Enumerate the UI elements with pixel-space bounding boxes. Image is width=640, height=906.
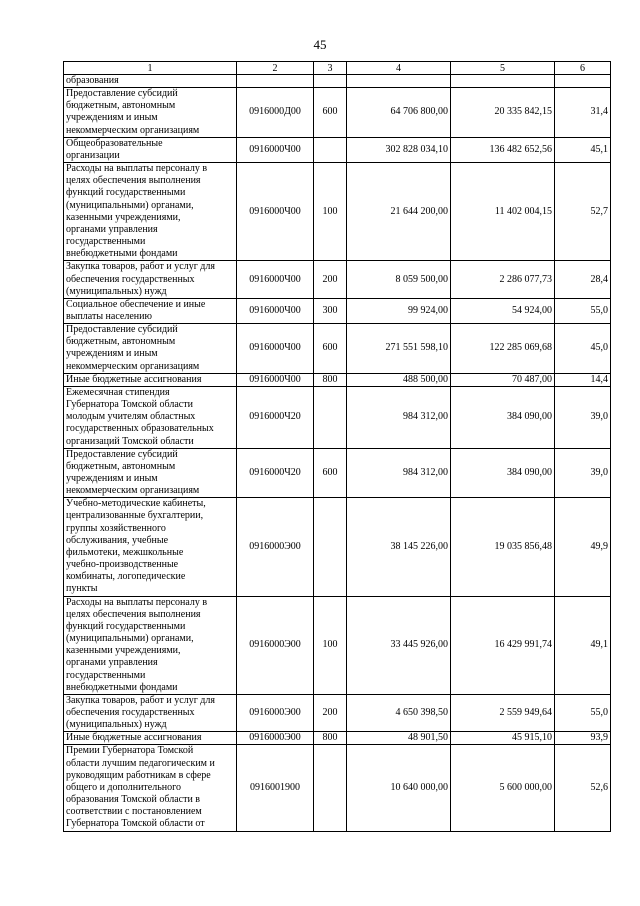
header-col-1: 1 <box>64 62 237 75</box>
cell-percent <box>555 75 611 88</box>
cell-expense-type: 100 <box>314 596 347 694</box>
table-row <box>64 298 611 323</box>
table-row <box>64 694 611 731</box>
cell-expense-name: Общеобразовательные организации <box>64 137 237 162</box>
cell-planned-amount: 99 924,00 <box>347 298 451 323</box>
cell-target-code: 0916000Э00 <box>237 694 314 731</box>
cell-target-code: 0916000Ч00 <box>237 137 314 162</box>
cell-planned-amount: 21 644 200,00 <box>347 163 451 261</box>
cell-percent: 55,0 <box>555 298 611 323</box>
cell-target-code: 0916000Ч20 <box>237 386 314 448</box>
cell-expense-type: 600 <box>314 88 347 138</box>
cell-planned-amount: 64 706 800,00 <box>347 88 451 138</box>
cell-expense-name: Закупка товаров, работ и услуг для обеспечения государственных (муниципальных) нужд <box>64 694 237 731</box>
cell-expense-name: Ежемесячная стипендия Губернатора Томской области молодым учителям областных государственных образовательных организаций Томской области <box>64 386 237 448</box>
table-row <box>64 373 611 386</box>
cell-expense-name: Расходы на выплаты персоналу в целях обеспечения выполнения функций государственными (муниципальными) органами, казенными учреждениями, органами управления государственными внебюджетными фондами <box>64 596 237 694</box>
cell-target-code: 0916000Д00 <box>237 88 314 138</box>
cell-percent: 52,6 <box>555 745 611 831</box>
cell-expense-type <box>314 386 347 448</box>
cell-planned-amount: 488 500,00 <box>347 373 451 386</box>
cell-executed-amount: 2 559 949,64 <box>451 694 555 731</box>
table-row <box>64 75 611 88</box>
cell-expense-type: 800 <box>314 732 347 745</box>
cell-executed-amount: 70 487,00 <box>451 373 555 386</box>
cell-percent: 31,4 <box>555 88 611 138</box>
cell-expense-name: Учебно-методические кабинеты, централизованные бухгалтерии, группы хозяйственного обслуживания, учебные фильмотеки, межшкольные учебно-производственные комбинаты, логопедические пункты <box>64 498 237 596</box>
cell-percent: 49,9 <box>555 498 611 596</box>
table-row <box>64 498 611 596</box>
cell-expense-name: Закупка товаров, работ и услуг для обеспечения государственных (муниципальных) нужд <box>64 261 237 298</box>
cell-expense-type <box>314 498 347 596</box>
cell-executed-amount: 11 402 004,15 <box>451 163 555 261</box>
cell-percent: 39,0 <box>555 386 611 448</box>
cell-planned-amount: 302 828 034,10 <box>347 137 451 162</box>
header-col-6: 6 <box>555 62 611 75</box>
cell-planned-amount: 984 312,00 <box>347 448 451 498</box>
table-row <box>64 88 611 138</box>
table-row <box>64 596 611 694</box>
cell-expense-type <box>314 745 347 831</box>
cell-expense-name: Предоставление субсидий бюджетным, автономным учреждениям и иным некоммерческим организациям <box>64 448 237 498</box>
cell-target-code: 0916000Э00 <box>237 596 314 694</box>
cell-expense-name: Расходы на выплаты персоналу в целях обеспечения выполнения функций государственными (муниципальными) органами, казенными учреждениями, органами управления государственными внебюджетными фондами <box>64 163 237 261</box>
cell-executed-amount: 5 600 000,00 <box>451 745 555 831</box>
table-header-row <box>64 62 611 75</box>
cell-target-code: 0916000Ч00 <box>237 373 314 386</box>
cell-expense-type <box>314 75 347 88</box>
cell-percent: 55,0 <box>555 694 611 731</box>
cell-executed-amount: 20 335 842,15 <box>451 88 555 138</box>
cell-executed-amount: 384 090,00 <box>451 448 555 498</box>
cell-planned-amount: 8 059 500,00 <box>347 261 451 298</box>
cell-target-code: 0916000Ч00 <box>237 261 314 298</box>
header-col-4: 4 <box>347 62 451 75</box>
cell-target-code: 0916000Э00 <box>237 732 314 745</box>
cell-expense-type: 300 <box>314 298 347 323</box>
cell-executed-amount: 16 429 991,74 <box>451 596 555 694</box>
cell-expense-type: 800 <box>314 373 347 386</box>
cell-executed-amount: 136 482 652,56 <box>451 137 555 162</box>
cell-executed-amount: 54 924,00 <box>451 298 555 323</box>
cell-executed-amount: 45 915,10 <box>451 732 555 745</box>
table-row <box>64 163 611 261</box>
table-row <box>64 137 611 162</box>
cell-percent: 52,7 <box>555 163 611 261</box>
cell-expense-type: 600 <box>314 448 347 498</box>
cell-expense-name: Премии Губернатора Томской области лучшим педагогическим и руководящим работникам в сфере общего и дополнительного образования Томской области в соответствии с постановлением Губернатора Томской области от <box>64 745 237 831</box>
cell-expense-type <box>314 137 347 162</box>
cell-percent: 28,4 <box>555 261 611 298</box>
cell-expense-type: 200 <box>314 261 347 298</box>
cell-expense-type: 100 <box>314 163 347 261</box>
cell-expense-name: Иные бюджетные ассигнования <box>64 373 237 386</box>
cell-percent: 93,9 <box>555 732 611 745</box>
cell-expense-name: Предоставление субсидий бюджетным, автономным учреждениям и иным некоммерческим организациям <box>64 88 237 138</box>
header-col-2: 2 <box>237 62 314 75</box>
cell-target-code: 0916001900 <box>237 745 314 831</box>
cell-expense-name: образования <box>64 75 237 88</box>
cell-planned-amount: 984 312,00 <box>347 386 451 448</box>
budget-table <box>63 61 611 832</box>
cell-percent: 45,1 <box>555 137 611 162</box>
cell-executed-amount: 384 090,00 <box>451 386 555 448</box>
cell-percent: 14,4 <box>555 373 611 386</box>
table-row <box>64 745 611 831</box>
cell-target-code: 0916000Ч00 <box>237 163 314 261</box>
table-row <box>64 448 611 498</box>
cell-executed-amount: 19 035 856,48 <box>451 498 555 596</box>
cell-target-code <box>237 75 314 88</box>
cell-percent: 39,0 <box>555 448 611 498</box>
cell-planned-amount: 38 145 226,00 <box>347 498 451 596</box>
cell-executed-amount <box>451 75 555 88</box>
cell-planned-amount: 48 901,50 <box>347 732 451 745</box>
page-number: 45 <box>313 37 327 52</box>
cell-expense-name: Социальное обеспечение и иные выплаты населению <box>64 298 237 323</box>
cell-planned-amount: 271 551 598,10 <box>347 324 451 374</box>
cell-expense-name: Иные бюджетные ассигнования <box>64 732 237 745</box>
table-row <box>64 732 611 745</box>
cell-planned-amount <box>347 75 451 88</box>
cell-planned-amount: 33 445 926,00 <box>347 596 451 694</box>
table-row <box>64 386 611 448</box>
cell-expense-type: 200 <box>314 694 347 731</box>
header-col-5: 5 <box>451 62 555 75</box>
cell-percent: 49,1 <box>555 596 611 694</box>
cell-target-code: 0916000Ч20 <box>237 448 314 498</box>
cell-executed-amount: 122 285 069,68 <box>451 324 555 374</box>
cell-target-code: 0916000Ч00 <box>237 324 314 374</box>
cell-planned-amount: 10 640 000,00 <box>347 745 451 831</box>
cell-target-code: 0916000Э00 <box>237 498 314 596</box>
table-row <box>64 261 611 298</box>
cell-expense-name: Предоставление субсидий бюджетным, автономным учреждениям и иным некоммерческим организациям <box>64 324 237 374</box>
cell-executed-amount: 2 286 077,73 <box>451 261 555 298</box>
cell-target-code: 0916000Ч00 <box>237 298 314 323</box>
table-row <box>64 324 611 374</box>
cell-planned-amount: 4 650 398,50 <box>347 694 451 731</box>
cell-expense-type: 600 <box>314 324 347 374</box>
header-col-3: 3 <box>314 62 347 75</box>
cell-percent: 45,0 <box>555 324 611 374</box>
